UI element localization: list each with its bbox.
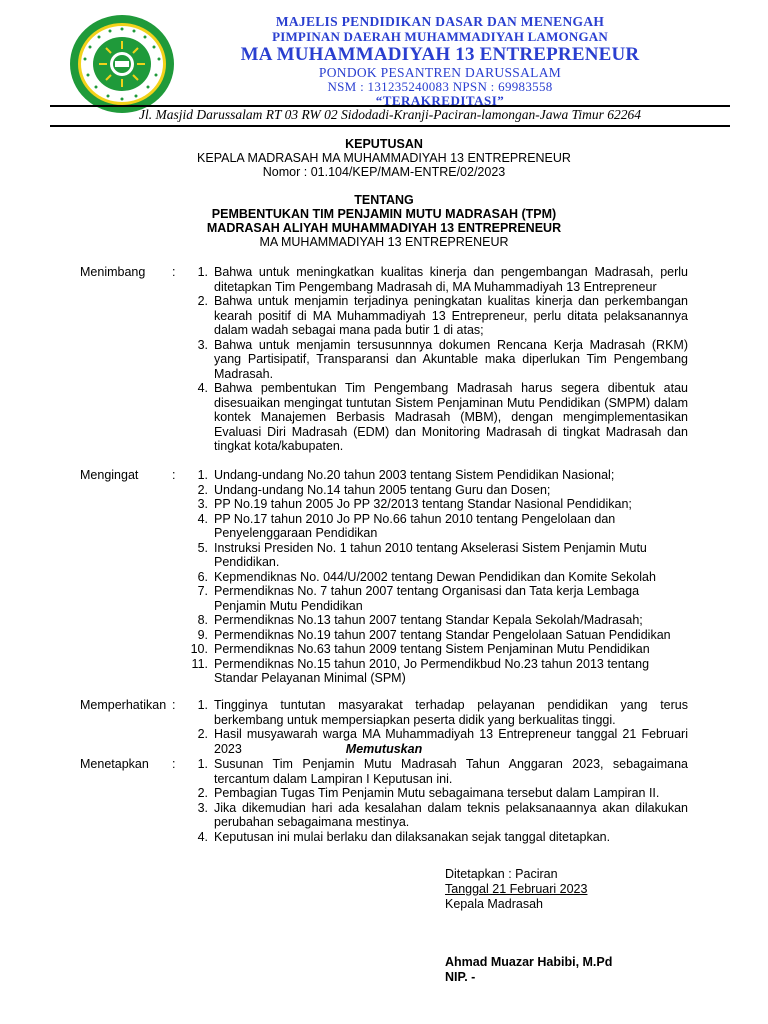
list-number: 2. [197,786,208,800]
list-item [190,338,688,382]
list-number: 2. [197,482,208,497]
list-item [190,497,688,512]
menetapkan-list [190,757,688,844]
memutuskan-heading: Memutuskan [345,742,423,756]
list-number: 11. [191,656,208,671]
decree-number: Nomor : 01.104/KEP/MAM-ENTRE/02/2023 [262,165,506,179]
section-colon: : [172,265,176,279]
signer-nip: NIP. - [445,970,476,984]
list-item [190,698,688,727]
decree-issuer: KEPALA MADRASAH MA MUHAMMADIYAH 13 ENTREPRENEUR [197,151,571,165]
signature-place: Ditetapkan : Paciran [445,867,558,881]
signature-date: Tanggal 21 Februari 2023 [445,882,588,896]
letterhead-akreditasi: “TERAKREDITASI” [375,93,505,108]
letterhead-school-name: MA MUHAMMADIYAH 13 ENTREPRENEUR [240,44,640,65]
list-number: 4. [197,829,208,844]
list-item [190,570,688,585]
list-text: Tingginya tuntutan masyarakat terhadap pelayanan pendidikan yang terus berkembang untuk mempersiapkan peserta didik yang berkualitas tinggi. [214,698,688,727]
list-text: Bahwa untuk menjamin tersusunnnya dokumen Rencana Kerja Madrasah (RKM) yang Partisipatif, Transparansi dan Akuntable maka diperlukan Tim Pengembang Madrasah. [214,337,688,381]
list-text: Pembagian Tugas Tim Penjamin Mutu sebagaimana tersebut dalam Lampiran II. [214,786,660,800]
letterhead-address: Jl. Masjid Darussalam RT 03 RW 02 Sidodadi-Kranji-Paciran-lamongan-Jawa Timur 62264 [138,107,641,122]
section-label: Menetapkan [80,757,149,771]
decree-title-block [0,137,768,249]
list-text: Keputusan ini mulai berlaku dan dilaksanakan sejak tanggal ditetapkan. [214,829,611,844]
list-item [190,830,688,845]
list-item [190,483,688,498]
list-item [190,584,688,613]
list-text: Permendiknas No.63 tahun 2009 tentang Sistem Penjaminan Mutu Pendidikan [214,642,650,656]
list-number: 3. [197,800,208,815]
section-colon: : [172,698,176,712]
list-item [190,265,688,294]
list-text: Permendiknas No.19 tahun 2007 tentang Standar Pengelolaan Satuan Pendidikan [214,627,671,642]
letterhead-pondok: PONDOK PESANTREN DARUSSALAM [318,65,562,80]
list-number: 3. [197,497,208,511]
list-item [190,801,688,830]
list-number: 1. [197,468,208,482]
list-item [190,786,688,801]
list-number: 5. [197,540,208,555]
list-text: Instruksi Presiden No. 1 tahun 2010 tentang Akselerasi Sistem Penjamin Mutu Pendidikan. [214,540,647,569]
list-text: Bahwa untuk menjamin terjadinya peningkatan kualitas kinerja dan perkembangan kearah positif di MA Muhammadiyah 13 Entrepreneur, perlu ditata pelaksanannya dalam wadah sebagai mana pada butir 1 di atas; [214,294,688,337]
list-text: Permendiknas No.15 tahun 2010, Jo Permendikbud No.23 tahun 2013 tentang Standar Pelayanan Minimal (SPM) [214,656,650,685]
section-colon: : [172,757,176,771]
decree-subject-line2: MADRASAH ALIYAH MUHAMMADIYAH 13 ENTREPRENEUR [206,221,562,235]
decree-heading: KEPUTUSAN [345,137,423,151]
section-label: Memperhatikan [80,698,167,712]
list-number: 7. [197,584,208,598]
list-item [190,294,688,338]
list-text: PP No.17 tahun 2010 Jo PP No.66 tahun 2010 tentang Pengelolaan dan Penyelenggaraan Pendidikan [214,511,616,540]
list-number: 1. [197,698,208,712]
list-item [190,468,688,483]
letterhead [0,0,768,125]
list-text: Bahwa pembentukan Tim Pengembang Madrasah harus segera dibentuk atau disesuaikan mengingat tuntutan Sistem Penjaminan Mutu Pendidikan (SMPM) dalam kontek Manajemen Berbasis Madrasah (MBM), dengan mengimplementasikan Evaluasi Diri Madrasah (EDM) dan Monitoring Madrasah di tingkat Madrasah dan tingkat kota/kabupaten. [214,381,688,453]
section-label: Menimbang [80,265,146,279]
decree-tentang: TENTANG [354,193,414,207]
list-text: Undang-undang No.20 tahun 2003 tentang Sistem Pendidikan Nasional; [214,468,615,482]
list-number: 1. [197,265,208,279]
letterhead-text [160,14,720,108]
signature-position: Kepala Madrasah [445,897,543,911]
list-number: 9. [197,627,208,642]
letterhead-majelis: MAJELIS PENDIDIKAN DASAR DAN MENENGAH [275,14,605,29]
decree-subject-line3: MA MUHAMMADIYAH 13 ENTREPRENEUR [259,235,509,249]
list-number: 1. [197,757,208,771]
list-text: Bahwa untuk meningkatkan kualitas kinerja dan pengembangan Madrasah, perlu ditetapkan Tim Pengembang Madrasah di, MA Muhammadiyah 13 Entrepreneur [214,265,688,294]
list-text: PP No.19 tahun 2005 Jo PP 32/2013 tentang Standar Nasional Pendidikan; [214,497,632,511]
list-number: 6. [197,569,208,584]
list-item [190,613,688,628]
letterhead-rule-bottom [50,125,730,127]
list-item [190,381,688,454]
list-text: Susunan Tim Penjamin Mutu Madrasah Tahun Anggaran 2023, sebagaimana tercantum dalam Lampiran I Keputusan ini. [214,757,688,786]
list-text: Jika dikemudian hari ada kesalahan dalam teknis pelaksanaannya akan dilakukan perubahan sebagaimana mestinya. [214,800,688,829]
list-item [190,628,688,643]
list-number: 2. [197,727,208,741]
list-item [190,757,688,786]
list-item [190,642,688,657]
decree-subject-line1: PEMBENTUKAN TIM PENJAMIN MUTU MADRASAH (TPM) [211,207,557,221]
list-number: 4. [197,511,208,526]
signer-block [445,955,612,985]
section-colon: : [172,468,176,482]
list-number: 3. [197,337,208,352]
mengingat-list [190,468,688,686]
list-item [190,541,688,570]
list-number: 4. [197,381,208,395]
menimbang-list [190,265,688,454]
letterhead-nsm: NSM : 131235240083 NPSN : 69983558 [327,79,553,94]
list-number: 8. [197,613,208,627]
section-label: Mengingat [80,468,139,482]
list-text: Kepmendiknas No. 044/U/2002 tentang Dewan Pendidikan dan Komite Sekolah [214,569,656,584]
list-item [190,512,688,541]
signature-block [445,867,587,912]
list-text: Hasil musyawarah warga MA Muhammadiyah 13 Entrepreneur tanggal 21 Februari 2023 [214,727,688,756]
list-number: 2. [197,294,208,308]
list-item [190,657,688,686]
list-text: Permendiknas No. 7 tahun 2007 tentang Organisasi dan Tata kerja Lembaga Penjamin Mutu Pendidikan [214,584,640,613]
signer-name: Ahmad Muazar Habibi, M.Pd [445,955,613,969]
letterhead-pimpinan: PIMPINAN DAERAH MUHAMMADIYAH LAMONGAN [272,29,608,44]
list-text: Permendiknas No.13 tahun 2007 tentang Standar Kepala Sekolah/Madrasah; [214,613,643,627]
list-number: 10. [190,642,208,656]
list-text: Undang-undang No.14 tahun 2005 tentang Guru dan Dosen; [214,482,551,497]
